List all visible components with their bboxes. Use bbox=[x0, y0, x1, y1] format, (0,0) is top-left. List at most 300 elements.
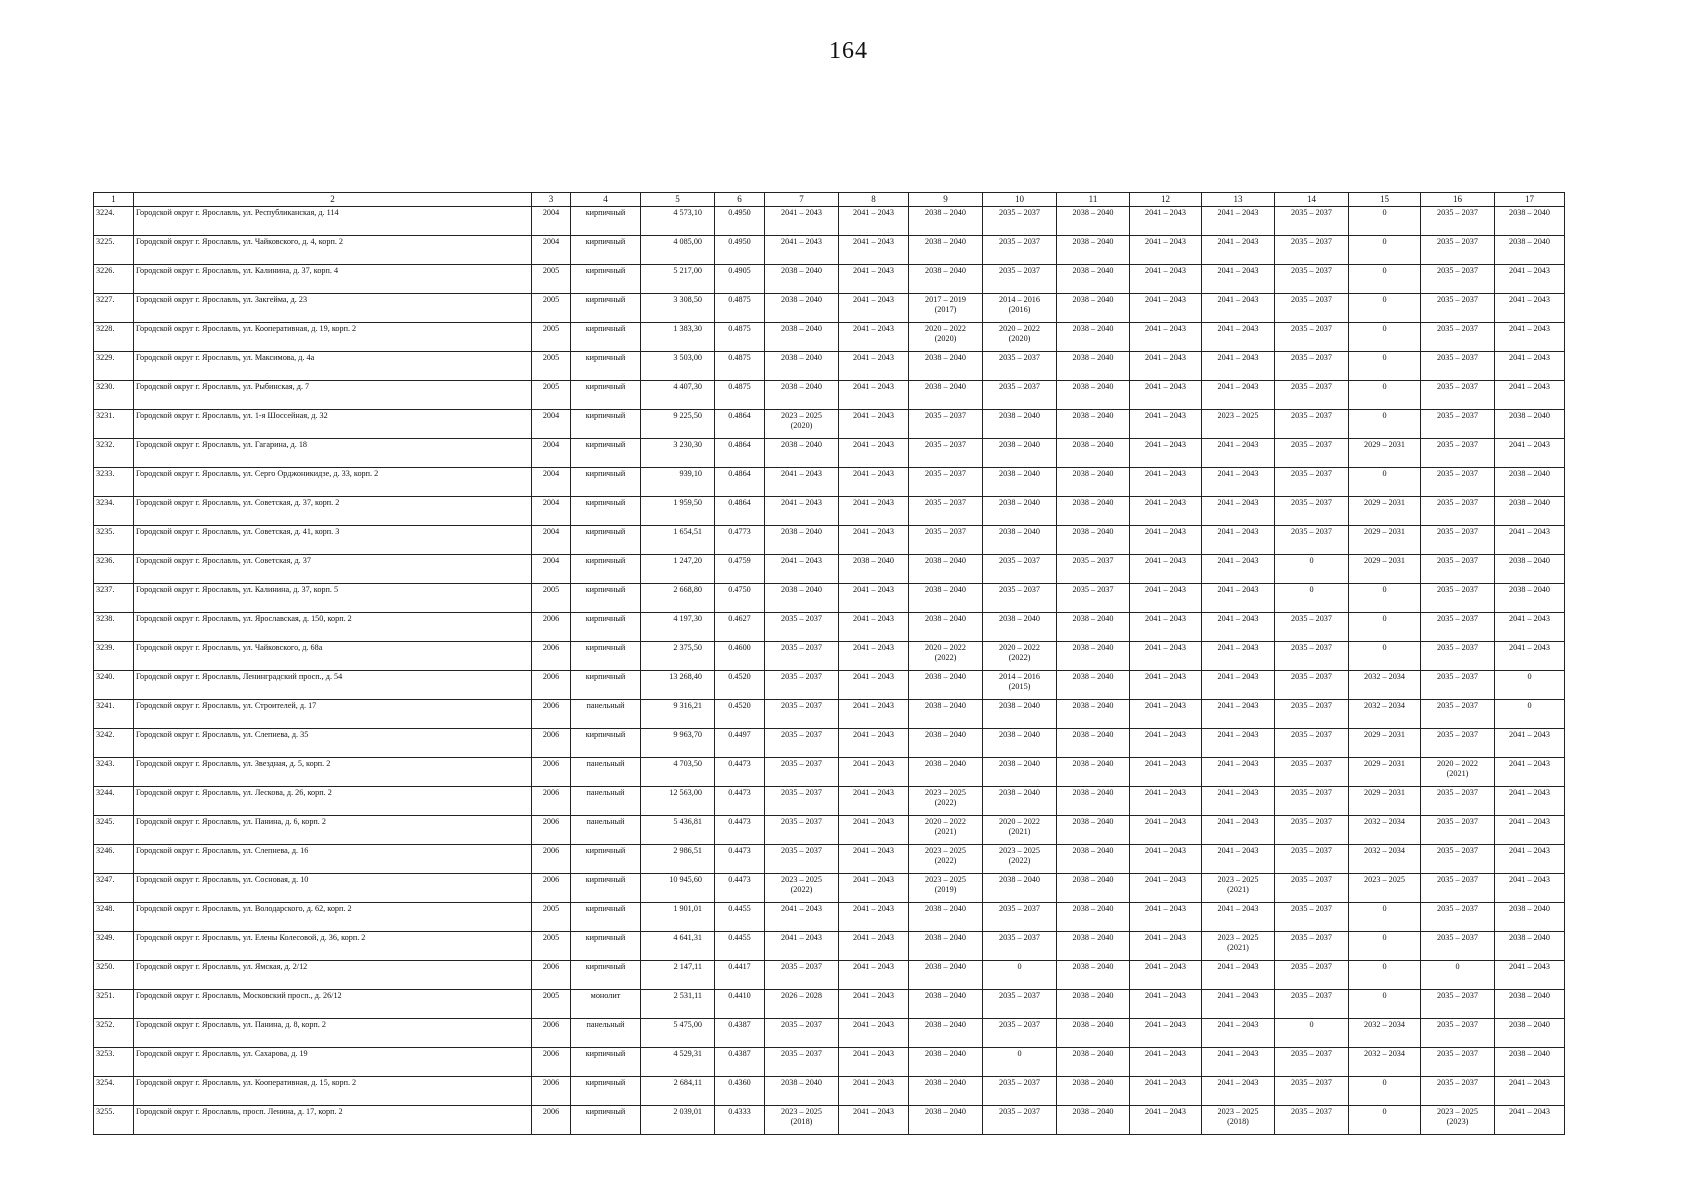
row-number: 3250. bbox=[94, 961, 134, 990]
year-cell: 2006 bbox=[532, 1048, 571, 1077]
period-cell-col-7: 2038 – 2040 bbox=[765, 1077, 839, 1106]
period-cell-col-7: 2041 – 2043 bbox=[765, 468, 839, 497]
area-cell: 3 503,00 bbox=[641, 352, 715, 381]
period-cell-col-9: 2038 – 2040 bbox=[909, 381, 983, 410]
period-cell-col-8: 2041 – 2043 bbox=[839, 1019, 909, 1048]
period-cell-col-10: 2023 – 2025 (2022) bbox=[983, 845, 1057, 874]
area-cell: 1 383,30 bbox=[641, 323, 715, 352]
row-number: 3236. bbox=[94, 555, 134, 584]
period-cell-col-8: 2041 – 2043 bbox=[839, 526, 909, 555]
period-cell-col-15: 2032 – 2034 bbox=[1349, 671, 1421, 700]
period-cell-col-15: 2029 – 2031 bbox=[1349, 729, 1421, 758]
year-cell: 2006 bbox=[532, 758, 571, 787]
period-cell-col-15: 2029 – 2031 bbox=[1349, 439, 1421, 468]
period-cell-col-10: 2038 – 2040 bbox=[983, 758, 1057, 787]
period-cell-col-9: 2038 – 2040 bbox=[909, 207, 983, 236]
wall-material-cell: панельный bbox=[571, 700, 641, 729]
period-cell-col-7: 2038 – 2040 bbox=[765, 526, 839, 555]
period-cell-col-13: 2041 – 2043 bbox=[1202, 1019, 1275, 1048]
period-cell-col-7: 2023 – 2025 (2022) bbox=[765, 874, 839, 903]
area-cell: 5 436,81 bbox=[641, 816, 715, 845]
period-cell-col-14: 2035 – 2037 bbox=[1275, 439, 1349, 468]
period-cell-col-9: 2035 – 2037 bbox=[909, 439, 983, 468]
period-cell-col-10: 2035 – 2037 bbox=[983, 1019, 1057, 1048]
period-cell-col-15: 0 bbox=[1349, 294, 1421, 323]
period-cell-col-11: 2038 – 2040 bbox=[1057, 1106, 1130, 1135]
period-cell-col-15: 2029 – 2031 bbox=[1349, 787, 1421, 816]
area-cell: 4 197,30 bbox=[641, 613, 715, 642]
area-cell: 4 407,30 bbox=[641, 381, 715, 410]
period-cell-col-11: 2038 – 2040 bbox=[1057, 1077, 1130, 1106]
address-cell: Городской округ г. Ярославль, ул. Слепнева, д. 16 bbox=[134, 845, 532, 874]
coefficient-cell: 0.4864 bbox=[715, 410, 765, 439]
period-cell-col-16: 2035 – 2037 bbox=[1421, 439, 1495, 468]
period-cell-col-16: 2035 – 2037 bbox=[1421, 294, 1495, 323]
period-cell-col-7: 2035 – 2037 bbox=[765, 816, 839, 845]
period-cell-col-17: 2038 – 2040 bbox=[1495, 932, 1565, 961]
period-cell-col-9: 2038 – 2040 bbox=[909, 584, 983, 613]
period-cell-col-17: 2041 – 2043 bbox=[1495, 758, 1565, 787]
period-cell-col-12: 2041 – 2043 bbox=[1130, 381, 1202, 410]
area-cell: 1 247,20 bbox=[641, 555, 715, 584]
coefficient-cell: 0.4473 bbox=[715, 845, 765, 874]
period-cell-col-11: 2038 – 2040 bbox=[1057, 642, 1130, 671]
wall-material-cell: панельный bbox=[571, 758, 641, 787]
table-row bbox=[94, 845, 1565, 874]
period-cell-col-14: 2035 – 2037 bbox=[1275, 265, 1349, 294]
period-cell-col-8: 2041 – 2043 bbox=[839, 845, 909, 874]
period-cell-col-12: 2041 – 2043 bbox=[1130, 874, 1202, 903]
period-cell-col-10: 2035 – 2037 bbox=[983, 207, 1057, 236]
address-cell: Городской округ г. Ярославль, ул. Советская, д. 37 bbox=[134, 555, 532, 584]
period-cell-col-13: 2041 – 2043 bbox=[1202, 700, 1275, 729]
period-cell-col-7: 2035 – 2037 bbox=[765, 729, 839, 758]
table-row bbox=[94, 236, 1565, 265]
period-cell-col-9: 2038 – 2040 bbox=[909, 671, 983, 700]
period-cell-col-17: 2041 – 2043 bbox=[1495, 816, 1565, 845]
table-row bbox=[94, 932, 1565, 961]
wall-material-cell: панельный bbox=[571, 787, 641, 816]
period-cell-col-13: 2041 – 2043 bbox=[1202, 816, 1275, 845]
period-cell-col-13: 2023 – 2025 bbox=[1202, 410, 1275, 439]
period-cell-col-8: 2041 – 2043 bbox=[839, 439, 909, 468]
address-cell: Городской округ г. Ярославль, ул. Елены Колесовой, д. 36, корп. 2 bbox=[134, 932, 532, 961]
row-number: 3244. bbox=[94, 787, 134, 816]
period-cell-col-14: 0 bbox=[1275, 555, 1349, 584]
period-cell-col-10: 2038 – 2040 bbox=[983, 468, 1057, 497]
row-number: 3233. bbox=[94, 468, 134, 497]
year-cell: 2006 bbox=[532, 671, 571, 700]
table-row bbox=[94, 671, 1565, 700]
period-cell-col-13: 2041 – 2043 bbox=[1202, 265, 1275, 294]
period-cell-col-7: 2041 – 2043 bbox=[765, 555, 839, 584]
wall-material-cell: кирпичный bbox=[571, 526, 641, 555]
period-cell-col-8: 2041 – 2043 bbox=[839, 1048, 909, 1077]
period-cell-col-17: 2041 – 2043 bbox=[1495, 323, 1565, 352]
area-cell: 2 531,11 bbox=[641, 990, 715, 1019]
period-cell-col-14: 2035 – 2037 bbox=[1275, 497, 1349, 526]
period-cell-col-14: 2035 – 2037 bbox=[1275, 207, 1349, 236]
wall-material-cell: кирпичный bbox=[571, 584, 641, 613]
period-cell-col-11: 2038 – 2040 bbox=[1057, 410, 1130, 439]
period-cell-col-8: 2041 – 2043 bbox=[839, 410, 909, 439]
row-number: 3224. bbox=[94, 207, 134, 236]
period-cell-col-14: 2035 – 2037 bbox=[1275, 294, 1349, 323]
coefficient-cell: 0.4759 bbox=[715, 555, 765, 584]
period-cell-col-14: 2035 – 2037 bbox=[1275, 990, 1349, 1019]
period-cell-col-12: 2041 – 2043 bbox=[1130, 236, 1202, 265]
period-cell-col-9: 2038 – 2040 bbox=[909, 236, 983, 265]
period-cell-col-11: 2038 – 2040 bbox=[1057, 1019, 1130, 1048]
address-cell: Городской округ г. Ярославль, Московский просп., д. 26/12 bbox=[134, 990, 532, 1019]
period-cell-col-10: 2038 – 2040 bbox=[983, 613, 1057, 642]
address-cell: Городской округ г. Ярославль, ул. Закгейма, д. 23 bbox=[134, 294, 532, 323]
period-cell-col-10: 2014 – 2016 (2016) bbox=[983, 294, 1057, 323]
area-cell: 3 308,50 bbox=[641, 294, 715, 323]
row-number: 3254. bbox=[94, 1077, 134, 1106]
period-cell-col-15: 2029 – 2031 bbox=[1349, 555, 1421, 584]
row-number: 3231. bbox=[94, 410, 134, 439]
coefficient-cell: 0.4473 bbox=[715, 816, 765, 845]
period-cell-col-14: 2035 – 2037 bbox=[1275, 642, 1349, 671]
period-cell-col-13: 2041 – 2043 bbox=[1202, 787, 1275, 816]
period-cell-col-15: 0 bbox=[1349, 236, 1421, 265]
period-cell-col-8: 2041 – 2043 bbox=[839, 497, 909, 526]
year-cell: 2006 bbox=[532, 1106, 571, 1135]
column-header-12: 12 bbox=[1130, 193, 1202, 207]
area-cell: 1 901,01 bbox=[641, 903, 715, 932]
period-cell-col-9: 2023 – 2025 (2022) bbox=[909, 845, 983, 874]
year-cell: 2004 bbox=[532, 207, 571, 236]
period-cell-col-10: 2020 – 2022 (2020) bbox=[983, 323, 1057, 352]
year-cell: 2006 bbox=[532, 961, 571, 990]
column-header-16: 16 bbox=[1421, 193, 1495, 207]
period-cell-col-16: 2035 – 2037 bbox=[1421, 526, 1495, 555]
area-cell: 9 963,70 bbox=[641, 729, 715, 758]
year-cell: 2004 bbox=[532, 497, 571, 526]
row-number: 3248. bbox=[94, 903, 134, 932]
period-cell-col-14: 2035 – 2037 bbox=[1275, 1048, 1349, 1077]
wall-material-cell: кирпичный bbox=[571, 845, 641, 874]
wall-material-cell: кирпичный bbox=[571, 468, 641, 497]
period-cell-col-14: 2035 – 2037 bbox=[1275, 932, 1349, 961]
column-header-6: 6 bbox=[715, 193, 765, 207]
period-cell-col-11: 2038 – 2040 bbox=[1057, 961, 1130, 990]
period-cell-col-9: 2023 – 2025 (2022) bbox=[909, 787, 983, 816]
address-cell: Городской округ г. Ярославль, ул. Володарского, д. 62, корп. 2 bbox=[134, 903, 532, 932]
period-cell-col-17: 2041 – 2043 bbox=[1495, 613, 1565, 642]
period-cell-col-13: 2041 – 2043 bbox=[1202, 613, 1275, 642]
area-cell: 4 085,00 bbox=[641, 236, 715, 265]
period-cell-col-16: 2035 – 2037 bbox=[1421, 816, 1495, 845]
period-cell-col-16: 2035 – 2037 bbox=[1421, 700, 1495, 729]
wall-material-cell: кирпичный bbox=[571, 903, 641, 932]
period-cell-col-12: 2041 – 2043 bbox=[1130, 323, 1202, 352]
period-cell-col-8: 2041 – 2043 bbox=[839, 381, 909, 410]
period-cell-col-11: 2035 – 2037 bbox=[1057, 555, 1130, 584]
address-cell: Городской округ г. Ярославль, ул. Рыбинская, д. 7 bbox=[134, 381, 532, 410]
period-cell-col-9: 2023 – 2025 (2019) bbox=[909, 874, 983, 903]
period-cell-col-10: 2035 – 2037 bbox=[983, 1077, 1057, 1106]
column-header-15: 15 bbox=[1349, 193, 1421, 207]
period-cell-col-12: 2041 – 2043 bbox=[1130, 352, 1202, 381]
row-number: 3255. bbox=[94, 1106, 134, 1135]
area-cell: 5 475,00 bbox=[641, 1019, 715, 1048]
period-cell-col-8: 2041 – 2043 bbox=[839, 729, 909, 758]
wall-material-cell: кирпичный bbox=[571, 294, 641, 323]
wall-material-cell: кирпичный bbox=[571, 1106, 641, 1135]
wall-material-cell: панельный bbox=[571, 1019, 641, 1048]
period-cell-col-7: 2041 – 2043 bbox=[765, 932, 839, 961]
period-cell-col-10: 0 bbox=[983, 961, 1057, 990]
period-cell-col-16: 0 bbox=[1421, 961, 1495, 990]
period-cell-col-12: 2041 – 2043 bbox=[1130, 1019, 1202, 1048]
row-number: 3234. bbox=[94, 497, 134, 526]
year-cell: 2005 bbox=[532, 990, 571, 1019]
period-cell-col-8: 2041 – 2043 bbox=[839, 584, 909, 613]
table-row bbox=[94, 961, 1565, 990]
period-cell-col-10: 2038 – 2040 bbox=[983, 874, 1057, 903]
period-cell-col-9: 2035 – 2037 bbox=[909, 497, 983, 526]
period-cell-col-7: 2035 – 2037 bbox=[765, 671, 839, 700]
area-cell: 2 986,51 bbox=[641, 845, 715, 874]
period-cell-col-13: 2041 – 2043 bbox=[1202, 642, 1275, 671]
period-cell-col-8: 2041 – 2043 bbox=[839, 642, 909, 671]
address-cell: Городской округ г. Ярославль, ул. Чайковского, д. 4, корп. 2 bbox=[134, 236, 532, 265]
period-cell-col-7: 2038 – 2040 bbox=[765, 323, 839, 352]
period-cell-col-8: 2041 – 2043 bbox=[839, 236, 909, 265]
period-cell-col-14: 2035 – 2037 bbox=[1275, 323, 1349, 352]
period-cell-col-15: 0 bbox=[1349, 1077, 1421, 1106]
period-cell-col-13: 2041 – 2043 bbox=[1202, 671, 1275, 700]
row-number: 3239. bbox=[94, 642, 134, 671]
period-cell-col-13: 2041 – 2043 bbox=[1202, 439, 1275, 468]
period-cell-col-12: 2041 – 2043 bbox=[1130, 903, 1202, 932]
year-cell: 2006 bbox=[532, 1077, 571, 1106]
period-cell-col-9: 2038 – 2040 bbox=[909, 758, 983, 787]
period-cell-col-13: 2041 – 2043 bbox=[1202, 1048, 1275, 1077]
period-cell-col-16: 2035 – 2037 bbox=[1421, 729, 1495, 758]
address-cell: Городской округ г. Ярославль, Ленинградский просп., д. 54 bbox=[134, 671, 532, 700]
period-cell-col-17: 2038 – 2040 bbox=[1495, 207, 1565, 236]
period-cell-col-12: 2041 – 2043 bbox=[1130, 700, 1202, 729]
year-cell: 2005 bbox=[532, 903, 571, 932]
address-cell: Городской округ г. Ярославль, ул. Максимова, д. 4а bbox=[134, 352, 532, 381]
period-cell-col-12: 2041 – 2043 bbox=[1130, 526, 1202, 555]
table-row bbox=[94, 1106, 1565, 1135]
period-cell-col-17: 2041 – 2043 bbox=[1495, 961, 1565, 990]
period-cell-col-15: 0 bbox=[1349, 1106, 1421, 1135]
area-cell: 12 563,00 bbox=[641, 787, 715, 816]
row-number: 3227. bbox=[94, 294, 134, 323]
coefficient-cell: 0.4417 bbox=[715, 961, 765, 990]
period-cell-col-7: 2026 – 2028 bbox=[765, 990, 839, 1019]
year-cell: 2006 bbox=[532, 1019, 571, 1048]
period-cell-col-17: 2041 – 2043 bbox=[1495, 352, 1565, 381]
period-cell-col-13: 2041 – 2043 bbox=[1202, 323, 1275, 352]
period-cell-col-12: 2041 – 2043 bbox=[1130, 758, 1202, 787]
period-cell-col-12: 2041 – 2043 bbox=[1130, 1077, 1202, 1106]
period-cell-col-16: 2035 – 2037 bbox=[1421, 265, 1495, 294]
address-cell: Городской округ г. Ярославль, ул. Панина, д. 6, корп. 2 bbox=[134, 816, 532, 845]
column-header-3: 3 bbox=[532, 193, 571, 207]
period-cell-col-9: 2038 – 2040 bbox=[909, 700, 983, 729]
period-cell-col-10: 2035 – 2037 bbox=[983, 903, 1057, 932]
area-cell: 2 668,80 bbox=[641, 584, 715, 613]
period-cell-col-14: 0 bbox=[1275, 1019, 1349, 1048]
wall-material-cell: монолит bbox=[571, 990, 641, 1019]
wall-material-cell: кирпичный bbox=[571, 207, 641, 236]
period-cell-col-17: 2041 – 2043 bbox=[1495, 294, 1565, 323]
period-cell-col-9: 2038 – 2040 bbox=[909, 555, 983, 584]
page-number: 164 bbox=[829, 38, 868, 64]
period-cell-col-11: 2038 – 2040 bbox=[1057, 497, 1130, 526]
period-cell-col-13: 2041 – 2043 bbox=[1202, 497, 1275, 526]
year-cell: 2006 bbox=[532, 874, 571, 903]
address-cell: Городской округ г. Ярославль, ул. Советская, д. 37, корп. 2 bbox=[134, 497, 532, 526]
table-row bbox=[94, 729, 1565, 758]
row-number: 3253. bbox=[94, 1048, 134, 1077]
period-cell-col-14: 2035 – 2037 bbox=[1275, 468, 1349, 497]
period-cell-col-7: 2038 – 2040 bbox=[765, 294, 839, 323]
period-cell-col-13: 2041 – 2043 bbox=[1202, 352, 1275, 381]
period-cell-col-15: 0 bbox=[1349, 932, 1421, 961]
period-cell-col-14: 2035 – 2037 bbox=[1275, 961, 1349, 990]
period-cell-col-7: 2038 – 2040 bbox=[765, 439, 839, 468]
period-cell-col-16: 2035 – 2037 bbox=[1421, 642, 1495, 671]
period-cell-col-12: 2041 – 2043 bbox=[1130, 497, 1202, 526]
period-cell-col-15: 0 bbox=[1349, 990, 1421, 1019]
column-header-4: 4 bbox=[571, 193, 641, 207]
period-cell-col-11: 2038 – 2040 bbox=[1057, 352, 1130, 381]
year-cell: 2005 bbox=[532, 352, 571, 381]
area-cell: 4 703,50 bbox=[641, 758, 715, 787]
period-cell-col-13: 2041 – 2043 bbox=[1202, 236, 1275, 265]
period-cell-col-9: 2038 – 2040 bbox=[909, 1106, 983, 1135]
period-cell-col-11: 2038 – 2040 bbox=[1057, 729, 1130, 758]
area-cell: 4 573,10 bbox=[641, 207, 715, 236]
address-cell: Городской округ г. Ярославль, ул. Ярославская, д. 150, корп. 2 bbox=[134, 613, 532, 642]
period-cell-col-9: 2017 – 2019 (2017) bbox=[909, 294, 983, 323]
wall-material-cell: кирпичный bbox=[571, 874, 641, 903]
period-cell-col-7: 2035 – 2037 bbox=[765, 613, 839, 642]
period-cell-col-15: 0 bbox=[1349, 381, 1421, 410]
column-header-17: 17 bbox=[1495, 193, 1565, 207]
row-number: 3241. bbox=[94, 700, 134, 729]
period-cell-col-8: 2041 – 2043 bbox=[839, 1077, 909, 1106]
period-cell-col-10: 2038 – 2040 bbox=[983, 497, 1057, 526]
wall-material-cell: кирпичный bbox=[571, 642, 641, 671]
period-cell-col-10: 0 bbox=[983, 1048, 1057, 1077]
period-cell-col-17: 2041 – 2043 bbox=[1495, 439, 1565, 468]
coefficient-cell: 0.4950 bbox=[715, 236, 765, 265]
period-cell-col-7: 2038 – 2040 bbox=[765, 381, 839, 410]
period-cell-col-7: 2041 – 2043 bbox=[765, 207, 839, 236]
column-header-13: 13 bbox=[1202, 193, 1275, 207]
period-cell-col-14: 2035 – 2037 bbox=[1275, 1106, 1349, 1135]
area-cell: 5 217,00 bbox=[641, 265, 715, 294]
period-cell-col-14: 2035 – 2037 bbox=[1275, 787, 1349, 816]
period-cell-col-16: 2035 – 2037 bbox=[1421, 207, 1495, 236]
period-cell-col-13: 2041 – 2043 bbox=[1202, 758, 1275, 787]
address-cell: Городской округ г. Ярославль, ул. Ямская, д. 2/12 bbox=[134, 961, 532, 990]
period-cell-col-9: 2038 – 2040 bbox=[909, 1019, 983, 1048]
row-number: 3240. bbox=[94, 671, 134, 700]
period-cell-col-15: 2032 – 2034 bbox=[1349, 700, 1421, 729]
year-cell: 2006 bbox=[532, 845, 571, 874]
wall-material-cell: кирпичный bbox=[571, 932, 641, 961]
column-header-7: 7 bbox=[765, 193, 839, 207]
period-cell-col-17: 2038 – 2040 bbox=[1495, 1019, 1565, 1048]
address-cell: Городской округ г. Ярославль, ул. Чайковского, д. 68а bbox=[134, 642, 532, 671]
address-cell: Городской округ г. Ярославль, ул. Республиканская, д. 114 bbox=[134, 207, 532, 236]
period-cell-col-17: 2038 – 2040 bbox=[1495, 990, 1565, 1019]
coefficient-cell: 0.4360 bbox=[715, 1077, 765, 1106]
year-cell: 2005 bbox=[532, 584, 571, 613]
period-cell-col-15: 2032 – 2034 bbox=[1349, 1048, 1421, 1077]
period-cell-col-12: 2041 – 2043 bbox=[1130, 729, 1202, 758]
period-cell-col-9: 2038 – 2040 bbox=[909, 903, 983, 932]
period-cell-col-16: 2035 – 2037 bbox=[1421, 323, 1495, 352]
period-cell-col-12: 2041 – 2043 bbox=[1130, 787, 1202, 816]
period-cell-col-12: 2041 – 2043 bbox=[1130, 410, 1202, 439]
period-cell-col-17: 2041 – 2043 bbox=[1495, 265, 1565, 294]
table-row bbox=[94, 787, 1565, 816]
year-cell: 2004 bbox=[532, 439, 571, 468]
period-cell-col-8: 2041 – 2043 bbox=[839, 323, 909, 352]
period-cell-col-15: 2029 – 2031 bbox=[1349, 497, 1421, 526]
period-cell-col-16: 2035 – 2037 bbox=[1421, 990, 1495, 1019]
period-cell-col-12: 2041 – 2043 bbox=[1130, 1048, 1202, 1077]
period-cell-col-14: 2035 – 2037 bbox=[1275, 671, 1349, 700]
row-number: 3238. bbox=[94, 613, 134, 642]
period-cell-col-8: 2041 – 2043 bbox=[839, 758, 909, 787]
period-cell-col-17: 2038 – 2040 bbox=[1495, 236, 1565, 265]
period-cell-col-15: 2029 – 2031 bbox=[1349, 758, 1421, 787]
period-cell-col-8: 2041 – 2043 bbox=[839, 613, 909, 642]
period-cell-col-10: 2035 – 2037 bbox=[983, 236, 1057, 265]
period-cell-col-17: 2041 – 2043 bbox=[1495, 729, 1565, 758]
column-header-1: 1 bbox=[94, 193, 134, 207]
year-cell: 2006 bbox=[532, 787, 571, 816]
period-cell-col-12: 2041 – 2043 bbox=[1130, 613, 1202, 642]
period-cell-col-11: 2038 – 2040 bbox=[1057, 613, 1130, 642]
period-cell-col-11: 2038 – 2040 bbox=[1057, 236, 1130, 265]
table-row bbox=[94, 410, 1565, 439]
column-header-9: 9 bbox=[909, 193, 983, 207]
period-cell-col-14: 2035 – 2037 bbox=[1275, 613, 1349, 642]
coefficient-cell: 0.4387 bbox=[715, 1019, 765, 1048]
table-row bbox=[94, 207, 1565, 236]
period-cell-col-7: 2035 – 2037 bbox=[765, 961, 839, 990]
period-cell-col-8: 2041 – 2043 bbox=[839, 787, 909, 816]
period-cell-col-8: 2041 – 2043 bbox=[839, 468, 909, 497]
period-cell-col-16: 2035 – 2037 bbox=[1421, 497, 1495, 526]
period-cell-col-12: 2041 – 2043 bbox=[1130, 468, 1202, 497]
coefficient-cell: 0.4600 bbox=[715, 642, 765, 671]
year-cell: 2004 bbox=[532, 410, 571, 439]
period-cell-col-10: 2014 – 2016 (2015) bbox=[983, 671, 1057, 700]
period-cell-col-13: 2041 – 2043 bbox=[1202, 584, 1275, 613]
period-cell-col-7: 2035 – 2037 bbox=[765, 787, 839, 816]
row-number: 3242. bbox=[94, 729, 134, 758]
period-cell-col-17: 2038 – 2040 bbox=[1495, 555, 1565, 584]
period-cell-col-7: 2035 – 2037 bbox=[765, 758, 839, 787]
period-cell-col-15: 0 bbox=[1349, 207, 1421, 236]
period-cell-col-11: 2038 – 2040 bbox=[1057, 381, 1130, 410]
period-cell-col-12: 2041 – 2043 bbox=[1130, 932, 1202, 961]
wall-material-cell: кирпичный bbox=[571, 410, 641, 439]
